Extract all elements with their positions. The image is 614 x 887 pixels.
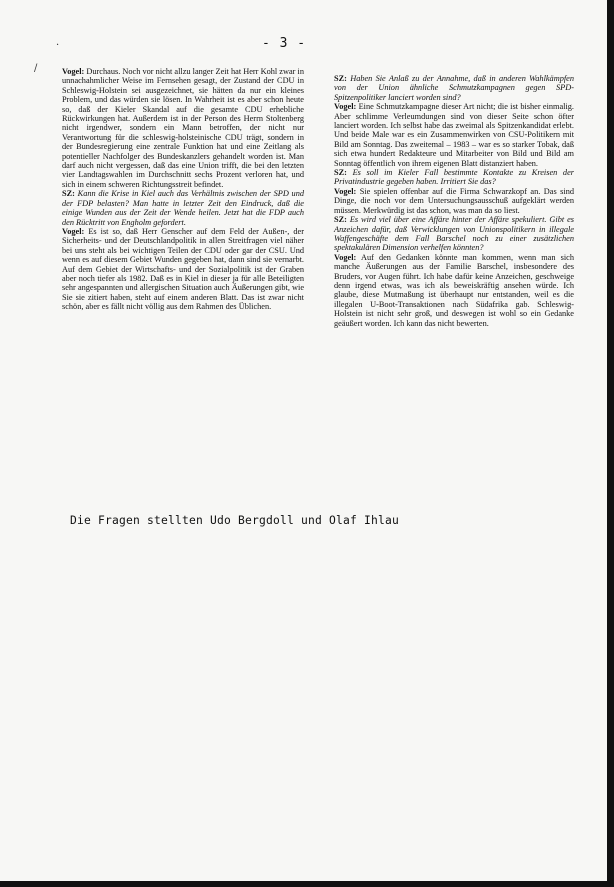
scan-mark-slash: / <box>34 63 38 74</box>
interview-question <box>334 215 574 253</box>
paragraph-text: Durchaus. Noch vor nicht allzu langer Zeit hat Herr Kohl zwar in unnachahmlicher Weise im Fernsehen gesagt, der Zustand der CDU in Schleswig-Holstein sei ausgezeichnet, sie hätten da nur ein kleines Problem, und das würden sie lösen. In Wahrheit ist es aber schon heute so, daß der Kieler Skandal auf die gesamte CDU erhebliche Rückwirkungen hat. Außerdem ist in der Person des Herrn Stoltenberg nicht irgendwer, sondern ein Mann betroffen, der nicht nur Verantwortung für die schleswig-holsteinische CDU trägt, sondern in der Bundesregierung eine zentrale Funktion hat und eine Zeitlang als potentieller Nachfolger des Bundeskanzlers gehandelt worden ist. Man darf auch nicht vergessen, daß das eine Union trifft, die bei den letzten vier Landtagswahlen im Durchschnitt sechs Prozent verloren hat, und sich in einem schweren Richtungsstreit befindet. <box>62 67 304 189</box>
paragraph-text: Es soll im Kieler Fall bestimmte Kontakte zu Kreisen der Privatindustrie gegeben haben. Irritiert Sie das? <box>334 168 574 187</box>
speaker-label: Vogel: <box>334 186 357 196</box>
interview-credit: Die Fragen stellten Udo Bergdoll und Olaf Ihlau <box>70 514 400 527</box>
left-column <box>62 67 304 312</box>
speaker-label: Vogel: <box>62 226 85 236</box>
speaker-label: Vogel: <box>62 67 85 76</box>
paragraph-text: Sie spielen offenbar auf die Firma Schwarzkopf an. Das sind Dinge, die noch vor dem Untersuchungsausschuß aufgeklärt werden müssen. Merkwürdig ist das schon, was man da so liest. <box>334 186 575 215</box>
speaker-label: Vogel: <box>334 252 357 262</box>
interview-question <box>334 168 574 187</box>
speaker-label: SZ: <box>334 168 347 178</box>
interview-answer <box>62 67 304 189</box>
speaker-label: SZ: <box>334 215 347 225</box>
paragraph-text: Eine Schmutzkampagne dieser Art nicht; die ist bisher einmalig. Aber schlimme Verleumdungen sind von dieser Seite schon öfter lanciert worden. Ich selbst habe das zweimal als Spitzenkandidat erlebt. Und beide Male war es ein Zusammenwirken von CSU-Politikern mit Bild am Sonntag. Das zweitemal – 1983 – war es so starker Tobak, daß sich etwa hundert Redakteure und Mitarbeiter von Bild und Bild am Sonntag öffentlich von ihrem eigenen Blatt distanziert haben. <box>334 102 575 168</box>
paragraph-text: Haben Sie Anlaß zu der Annahme, daß in anderen Wahlkämpfen von der Union ähnliche Schmutzkampagnen gegen SPD-Spitzenpolitiker lanciert worden sind? <box>334 74 574 102</box>
scan-mark: · <box>56 40 60 51</box>
paragraph-text: Auf den Gedanken könnte man kommen, wenn man sich manche Äußerungen aus der Familie Barschel, insbesondere des Bruders, vor Augen führt. Ich habe dafür keine Anzeichen, geschweige denn irgend etwas, was ich als beweiskräftig ansehen würde. Ich glaube, diese Mutmaßung ist überhaupt nur entstanden, weil es die illegalen U-Boot-Transaktionen nach Südafrika gab. Schleswig-Holstein ist nicht sehr groß, und deswegen ist wohl so ein Gedanke geäußert worden. Ich kann das nicht bewerten. <box>334 252 574 328</box>
interview-question <box>62 189 304 227</box>
page-number: - 3 - <box>262 36 307 51</box>
interview-answer <box>62 227 304 312</box>
speaker-label: Vogel: <box>334 102 357 112</box>
paragraph-text: Es wird viel über eine Affäre hinter der Affäre spekuliert. Gibt es Anzeichen dafür, daß Verwicklungen von Unionspolitikern in illegale Waffengeschäfte dem Fall Barschel noch zu einer zusätzlichen spektakulären Dimension verhelfen könnten? <box>334 215 574 253</box>
interview-answer <box>334 187 574 215</box>
right-column <box>334 74 574 328</box>
interview-answer <box>334 102 574 168</box>
paragraph-text: Es ist so, daß Herr Genscher auf dem Feld der Außen-, der Sicherheits- und der Deutschlandpolitik in allen Streitfragen viel näher bei uns steht als bei wichtigen Teilen der CDU oder gar der CSU. Und wenn es auf diesem Gebiet Wunden gegeben hat, dann sind sie vernarbt. Auf dem Gebiet der Wirtschafts- und der Sozialpolitik ist der Graben aber noch tiefer als 1982. Daß es in Kiel in dieser ja für alle Beteiligten sehr angespannten und allergischen Situation auch Äußerungen gibt, wie Sie sie zitiert haben, steht auf einem anderen Blatt. Das ist zwar nicht schön, aber es fällt nicht völlig aus dem Rahmen des Üblichen. <box>62 226 304 312</box>
interview-answer <box>334 253 574 328</box>
speaker-label: SZ: <box>62 189 75 199</box>
paragraph-text: Kann die Krise in Kiel auch das Verhältnis zwischen der SPD und der FDP belasten? Man hatte in letzter Zeit den Eindruck, daß die einige Wunden aus der Zeit der Wende heilen. Jetzt hat die FDP auch den Rücktritt von Engholm gefordert. <box>62 189 304 227</box>
interview-question <box>334 74 574 102</box>
speaker-label: SZ: <box>334 74 347 83</box>
